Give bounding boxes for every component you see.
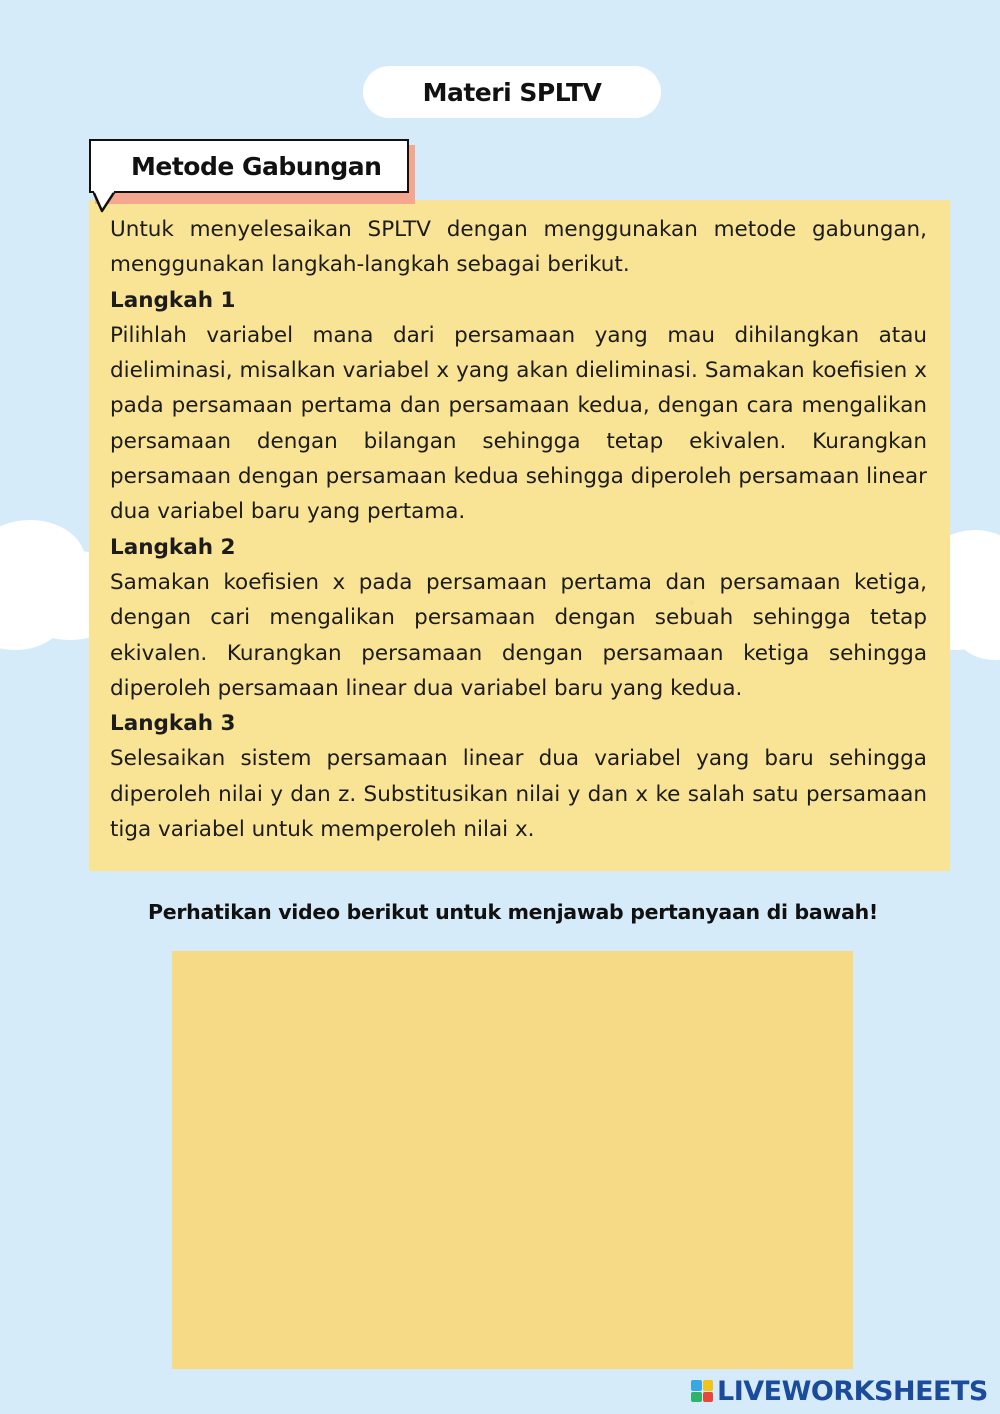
badge-box — [89, 139, 409, 193]
video-placeholder[interactable] — [172, 951, 853, 1369]
content-card — [89, 200, 950, 871]
video-instruction: Perhatikan video berikut untuk menjawab pertanyaan di bawah! — [148, 900, 878, 924]
step-3-text: Selesaikan sistem persamaan linear dua variabel yang baru sehingga diperoleh nilai y dan z. Substitusikan nilai y dan x ke salah satu persamaan tiga variabel untuk memperoleh nilai x. — [110, 746, 927, 843]
step-1-text: Pilihlah variabel mana dari persamaan yang mau dihilangkan atau dieliminasi, misalkan variabel x yang akan dieliminasi. Samakan koefisien x pada persamaan pertama dan persamaan kedua, dengan cara mengalikan persamaan dengan bilangan sehingga tetap ekivalen. Kurangkan persamaan dengan persamaan kedua sehingga diperoleh persamaan linear dua variabel baru yang pertama. — [110, 322, 927, 525]
page-title: Materi SPLTV — [422, 77, 602, 107]
step-2-text: Samakan koefisien x pada persamaan pertama dan persamaan ketiga, dengan cari mengalikan persamaan dengan sebuah sehingga tetap ekivalen. Kurangkan persamaan dengan persamaan ketiga sehingga diperoleh persamaan linear dua variabel baru yang kedua. — [110, 569, 927, 701]
step-2-title: Langkah 2 — [110, 534, 236, 560]
watermark-text: LIVEWORKSHEETS — [717, 1375, 988, 1407]
intro-paragraph: Untuk menyelesaikan SPLTV dengan menggunakan metode gabungan, menggunakan langkah-langkah sebagai berikut. — [110, 217, 927, 278]
liveworksheets-watermark — [691, 1374, 991, 1408]
page-title-pill — [363, 66, 661, 118]
speech-tail-icon — [93, 191, 117, 215]
step-1-title: Langkah 1 — [110, 287, 236, 313]
liveworksheets-logo-icon — [691, 1380, 713, 1402]
badge-label: Metode Gabungan — [131, 151, 382, 181]
section-badge — [89, 139, 417, 219]
content-body — [110, 212, 927, 847]
step-3-title: Langkah 3 — [110, 711, 236, 737]
